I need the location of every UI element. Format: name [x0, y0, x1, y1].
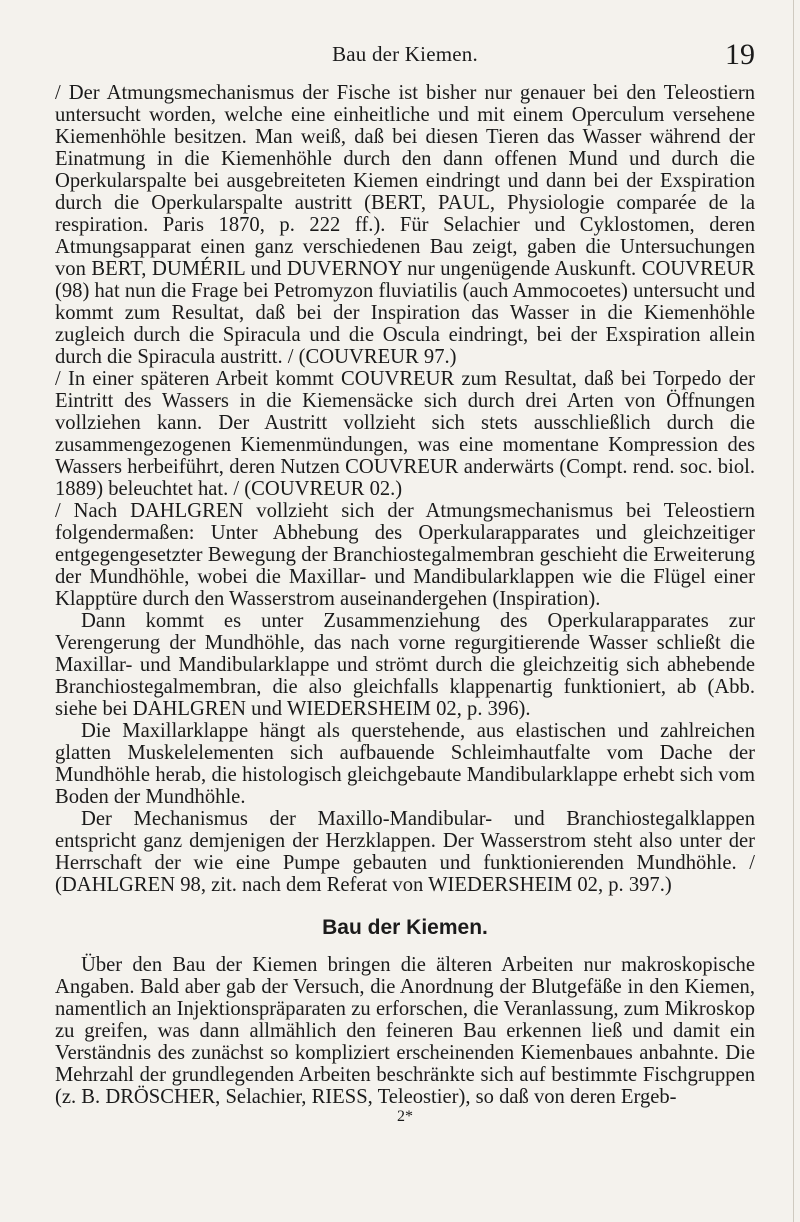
page-number: 19 — [725, 38, 755, 71]
paragraph: Der Mechanismus der Maxillo-Mandibular- und Branchiostegalklappen entspricht ganz demjenigen der Herzklappen. Der Wasserstrom steht also unter der Herrschaft der wie eine Pumpe gebauten und funktionierenden Mundhöhle. / (DAHLGREN 98, zit. nach dem Referat von WIEDERSHEIM 02, p. 397.) — [55, 808, 755, 896]
section-heading: Bau der Kiemen. — [322, 916, 488, 939]
paragraph: / In einer späteren Arbeit kommt COUVREUR zum Resultat, daß bei Torpedo der Eintritt des Wassers in die Kiemensäcke sich durch drei Arten von Öffnungen vollziehen kann. Der Austritt vollzieht sich stets ausschließlich durch die zusammengezogenen Kiemenmündungen, was eine momentane Kompression des Wassers herbeiführt, deren Nutzen COUVREUR anderwärts (Compt. rend. soc. biol. 1889) beleuchtet hat. / (COUVREUR 02.) — [55, 368, 755, 500]
paragraph: / Nach DAHLGREN vollzieht sich der Atmungsmechanismus bei Teleostiern folgendermaßen: Unter Abhebung des Operkularapparates und gleichzeitiger entgegengesetzter Bewegung der Branchiostegalmembran geschieht die Erweiterung der Mundhöhle, wobei die Maxillar- und Mandibularklappen wie die Flügel einer Klapptüre durch den Wasserstrom auseinandergehen (Inspiration). — [55, 500, 755, 610]
paragraph: Dann kommt es unter Zusammenziehung des Operkularapparates zur Verengerung der Mundhöhle, das nach vorne regurgitierende Wasser schließt die Maxillar- und Mandibularklappe und strömt durch die gleichzeitig sich abhebende Branchiostegalmembran, die also gleichfalls klappenartig funktioniert, ab (Abb. siehe bei DAHLGREN und WIEDERSHEIM 02, p. 396). — [55, 610, 755, 720]
running-title: Bau der Kiemen. — [332, 42, 478, 66]
page-edge — [793, 0, 794, 1222]
signature-mark: 2* — [397, 1108, 413, 1125]
paragraph: Die Maxillarklappe hängt als querstehende, aus elastischen und zahlreichen glatten Muskelelementen sich aufbauende Schleimhautfalte vom Dache der Mundhöhle herab, die histologisch gleichgebaute Mandibularklappe erhebt sich vom Boden der Mundhöhle. — [55, 720, 755, 808]
page-header — [55, 38, 755, 82]
section-paragraph: Über den Bau der Kiemen bringen die älteren Arbeiten nur makroskopische Angaben. Bald aber gab der Versuch, die Anordnung der Blutgefäße in den Kiemen, namentlich an Injektionspräparaten zu erforschen, die Veranlassung, zum Mikroskop zu greifen, was dann allmählich den feineren Bau erkennen ließ und damit ein Verständnis des zunächst so kompliziert erscheinenden Kiemenbaues anbahnte. Die Mehrzahl der grundlegenden Arbeiten beschränkte sich auf bestimmte Fischgruppen (z. B. DRÖSCHER, Selachier, RIESS, Teleostier), so daß von deren Ergeb- — [55, 954, 755, 1108]
page — [55, 38, 755, 1126]
paragraph: / Der Atmungsmechanismus der Fische ist bisher nur genauer bei den Teleostiern untersucht worden, welche eine einheitliche und mit einem Operculum versehene Kiemenhöhle besitzen. Man weiß, daß bei diesen Tieren das Wasser während der Einatmung in die Kiemenhöhle durch den dann offenen Mund und durch die Operkularspalte bei ausgebreiteten Kiemen eindringt und dann bei der Exspiration durch die Operkularspalte austritt (BERT, PAUL, Physiologie comparée de la respiration. Paris 1870, p. 222 ff.). Für Selachier und Cyklostomen, deren Atmungsapparat einen ganz verschiedenen Bau zeigt, gaben die Untersuchungen von BERT, DUMÉRIL und DUVERNOY nur ungenügende Auskunft. COUVREUR (98) hat nun die Frage bei Petromyzon fluviatilis (auch Ammocoetes) untersucht und kommt zum Resultat, daß bei der Inspiration das Wasser in die Kiemenhöhle zugleich durch die Spiracula und die Oscula eindringt, bei der Exspiration allein durch die Spiracula austritt. / (COUVREUR 97.) — [55, 82, 755, 368]
